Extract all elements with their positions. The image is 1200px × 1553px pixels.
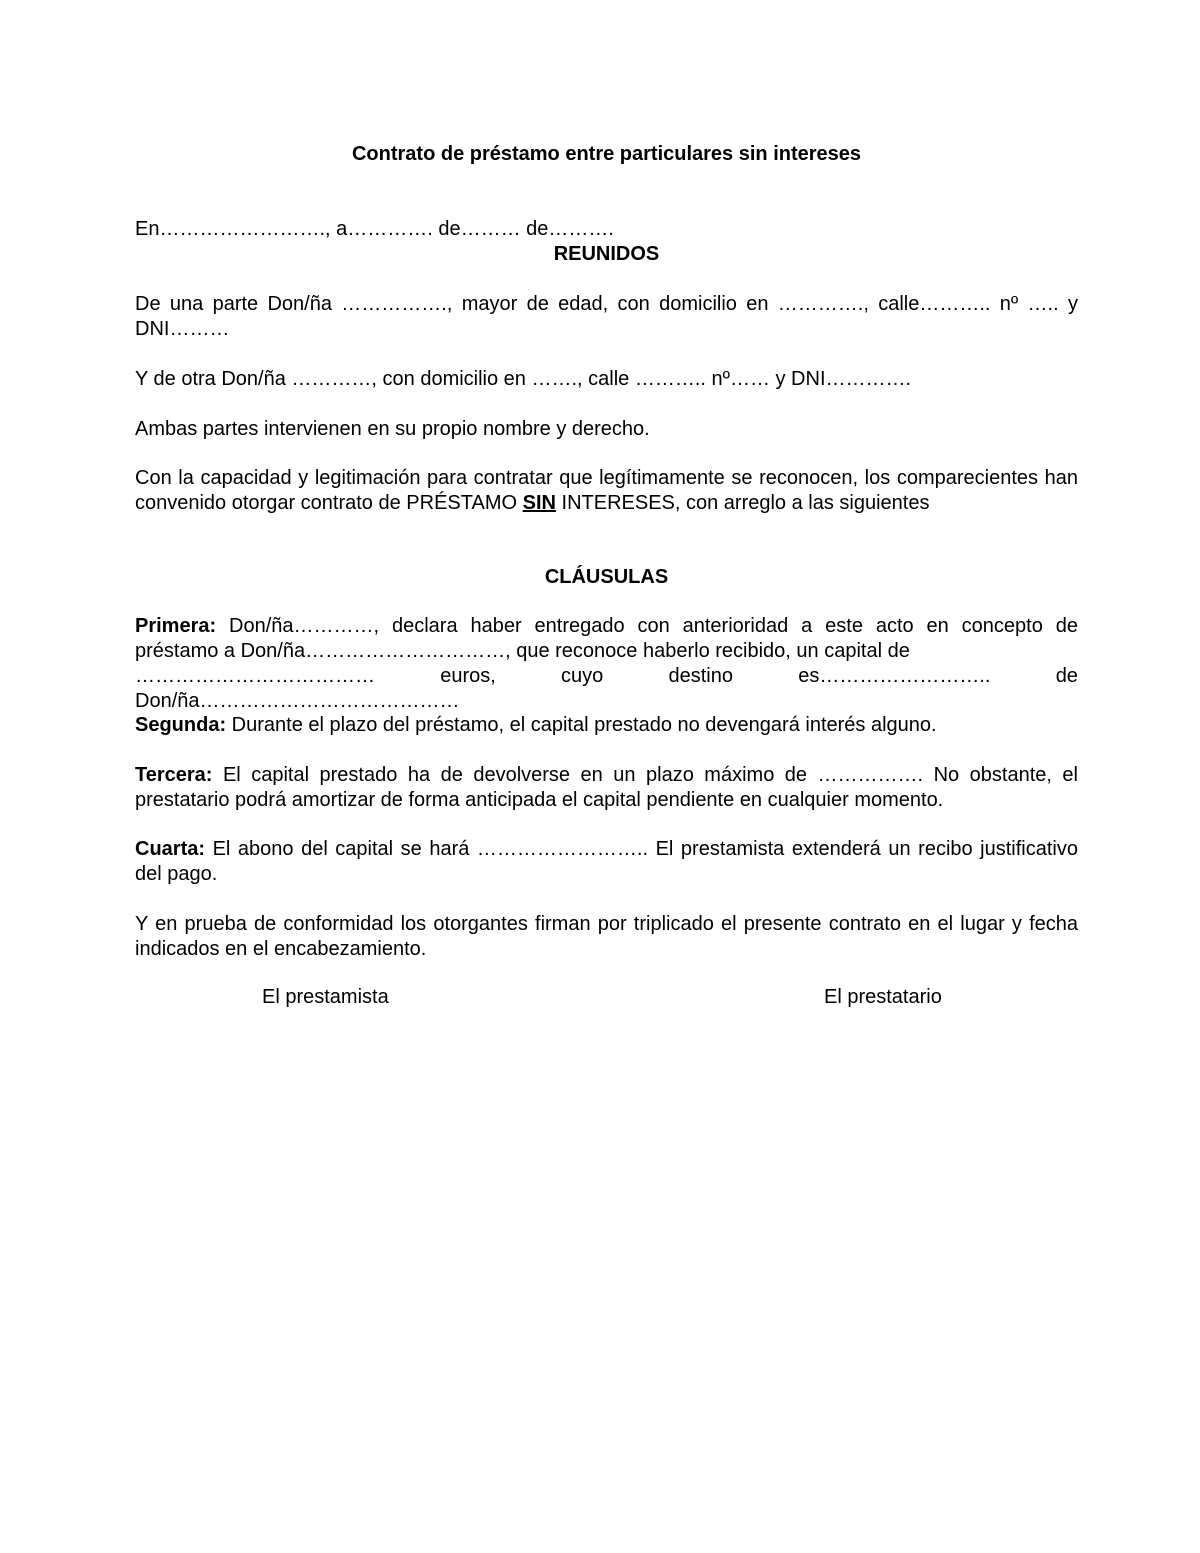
clause-cuarta xyxy=(135,837,1078,887)
sin-emphasis: SIN xyxy=(522,492,556,514)
cuyo-word: cuyo xyxy=(561,665,604,687)
destino-word: destino xyxy=(668,665,733,687)
place-date-line: En……………………., a…………. de……… de………. xyxy=(135,218,614,240)
party-one-line-1: De una parte Don/ña ……………., mayor de edad, con domicilio en …………., calle……….. nº ….. y xyxy=(135,293,1078,315)
cuarta-label: Cuarta: xyxy=(135,838,206,860)
euros-word: euros, xyxy=(440,665,496,687)
primera-end-line: Don/ña………………………………… xyxy=(135,690,460,712)
destino-blank: es…………………….. xyxy=(798,665,991,687)
capacidad-paragraph xyxy=(135,466,1078,516)
signature-lender-label: El prestamista xyxy=(262,986,389,1008)
segunda-label: Segunda: xyxy=(135,714,227,736)
clause-primera xyxy=(135,614,1078,664)
ambas-partes-paragraph: Ambas partes intervienen en su propio nombre y derecho. xyxy=(135,418,650,440)
tercera-text: El capital prestado ha de devolverse en un plazo máximo de ……………. No obstante, el prestatario podrá amortizar de forma anticipada el capital pendiente en cualquier momento. xyxy=(135,764,1078,811)
conformidad-paragraph: Y en prueba de conformidad los otorgantes firman por triplicado el presente contrato en el lugar y fecha indicados en el encabezamiento. xyxy=(135,913,1078,960)
clausulas-heading: CLÁUSULAS xyxy=(544,566,669,588)
tercera-label: Tercera: xyxy=(135,764,213,786)
primera-text: Don/ña…………, declara haber entregado con anterioridad a este acto en concepto de préstamo a Don/ña…………………………, que reconoce haberlo recibido, un capital de xyxy=(135,615,1078,662)
capacidad-text-start: Con la capacidad y legitimación para contratar que legítimamente se reconocen, los comparecientes han convenido otorgar contrato de PRÉSTAMO xyxy=(135,467,1078,514)
signature-borrower-label: El prestatario xyxy=(824,986,942,1008)
capacidad-text-end: INTERESES, con arreglo a las siguientes xyxy=(555,492,930,514)
capital-blank: ……………………………… xyxy=(135,665,375,687)
cuarta-text: El abono del capital se hará …………………….. El prestamista extenderá un recibo justificativo del pago. xyxy=(135,838,1078,885)
primera-label: Primera: xyxy=(135,615,217,637)
clause-tercera xyxy=(135,763,1078,813)
segunda-text: Durante el plazo del préstamo, el capital prestado no devengará interés alguno. xyxy=(226,714,937,736)
document-title: Contrato de préstamo entre particulares sin intereses xyxy=(351,143,862,165)
party-two-paragraph: Y de otra Don/ña …………, con domicilio en ……., calle ……….. nº…… y DNI…………. xyxy=(135,368,912,390)
primera-spaced-row xyxy=(135,664,1078,689)
de-word: de xyxy=(1055,665,1078,687)
reunidos-heading: REUNIDOS xyxy=(553,243,660,265)
clause-segunda xyxy=(135,713,1078,738)
party-one-line-2: DNI……… xyxy=(135,318,230,340)
